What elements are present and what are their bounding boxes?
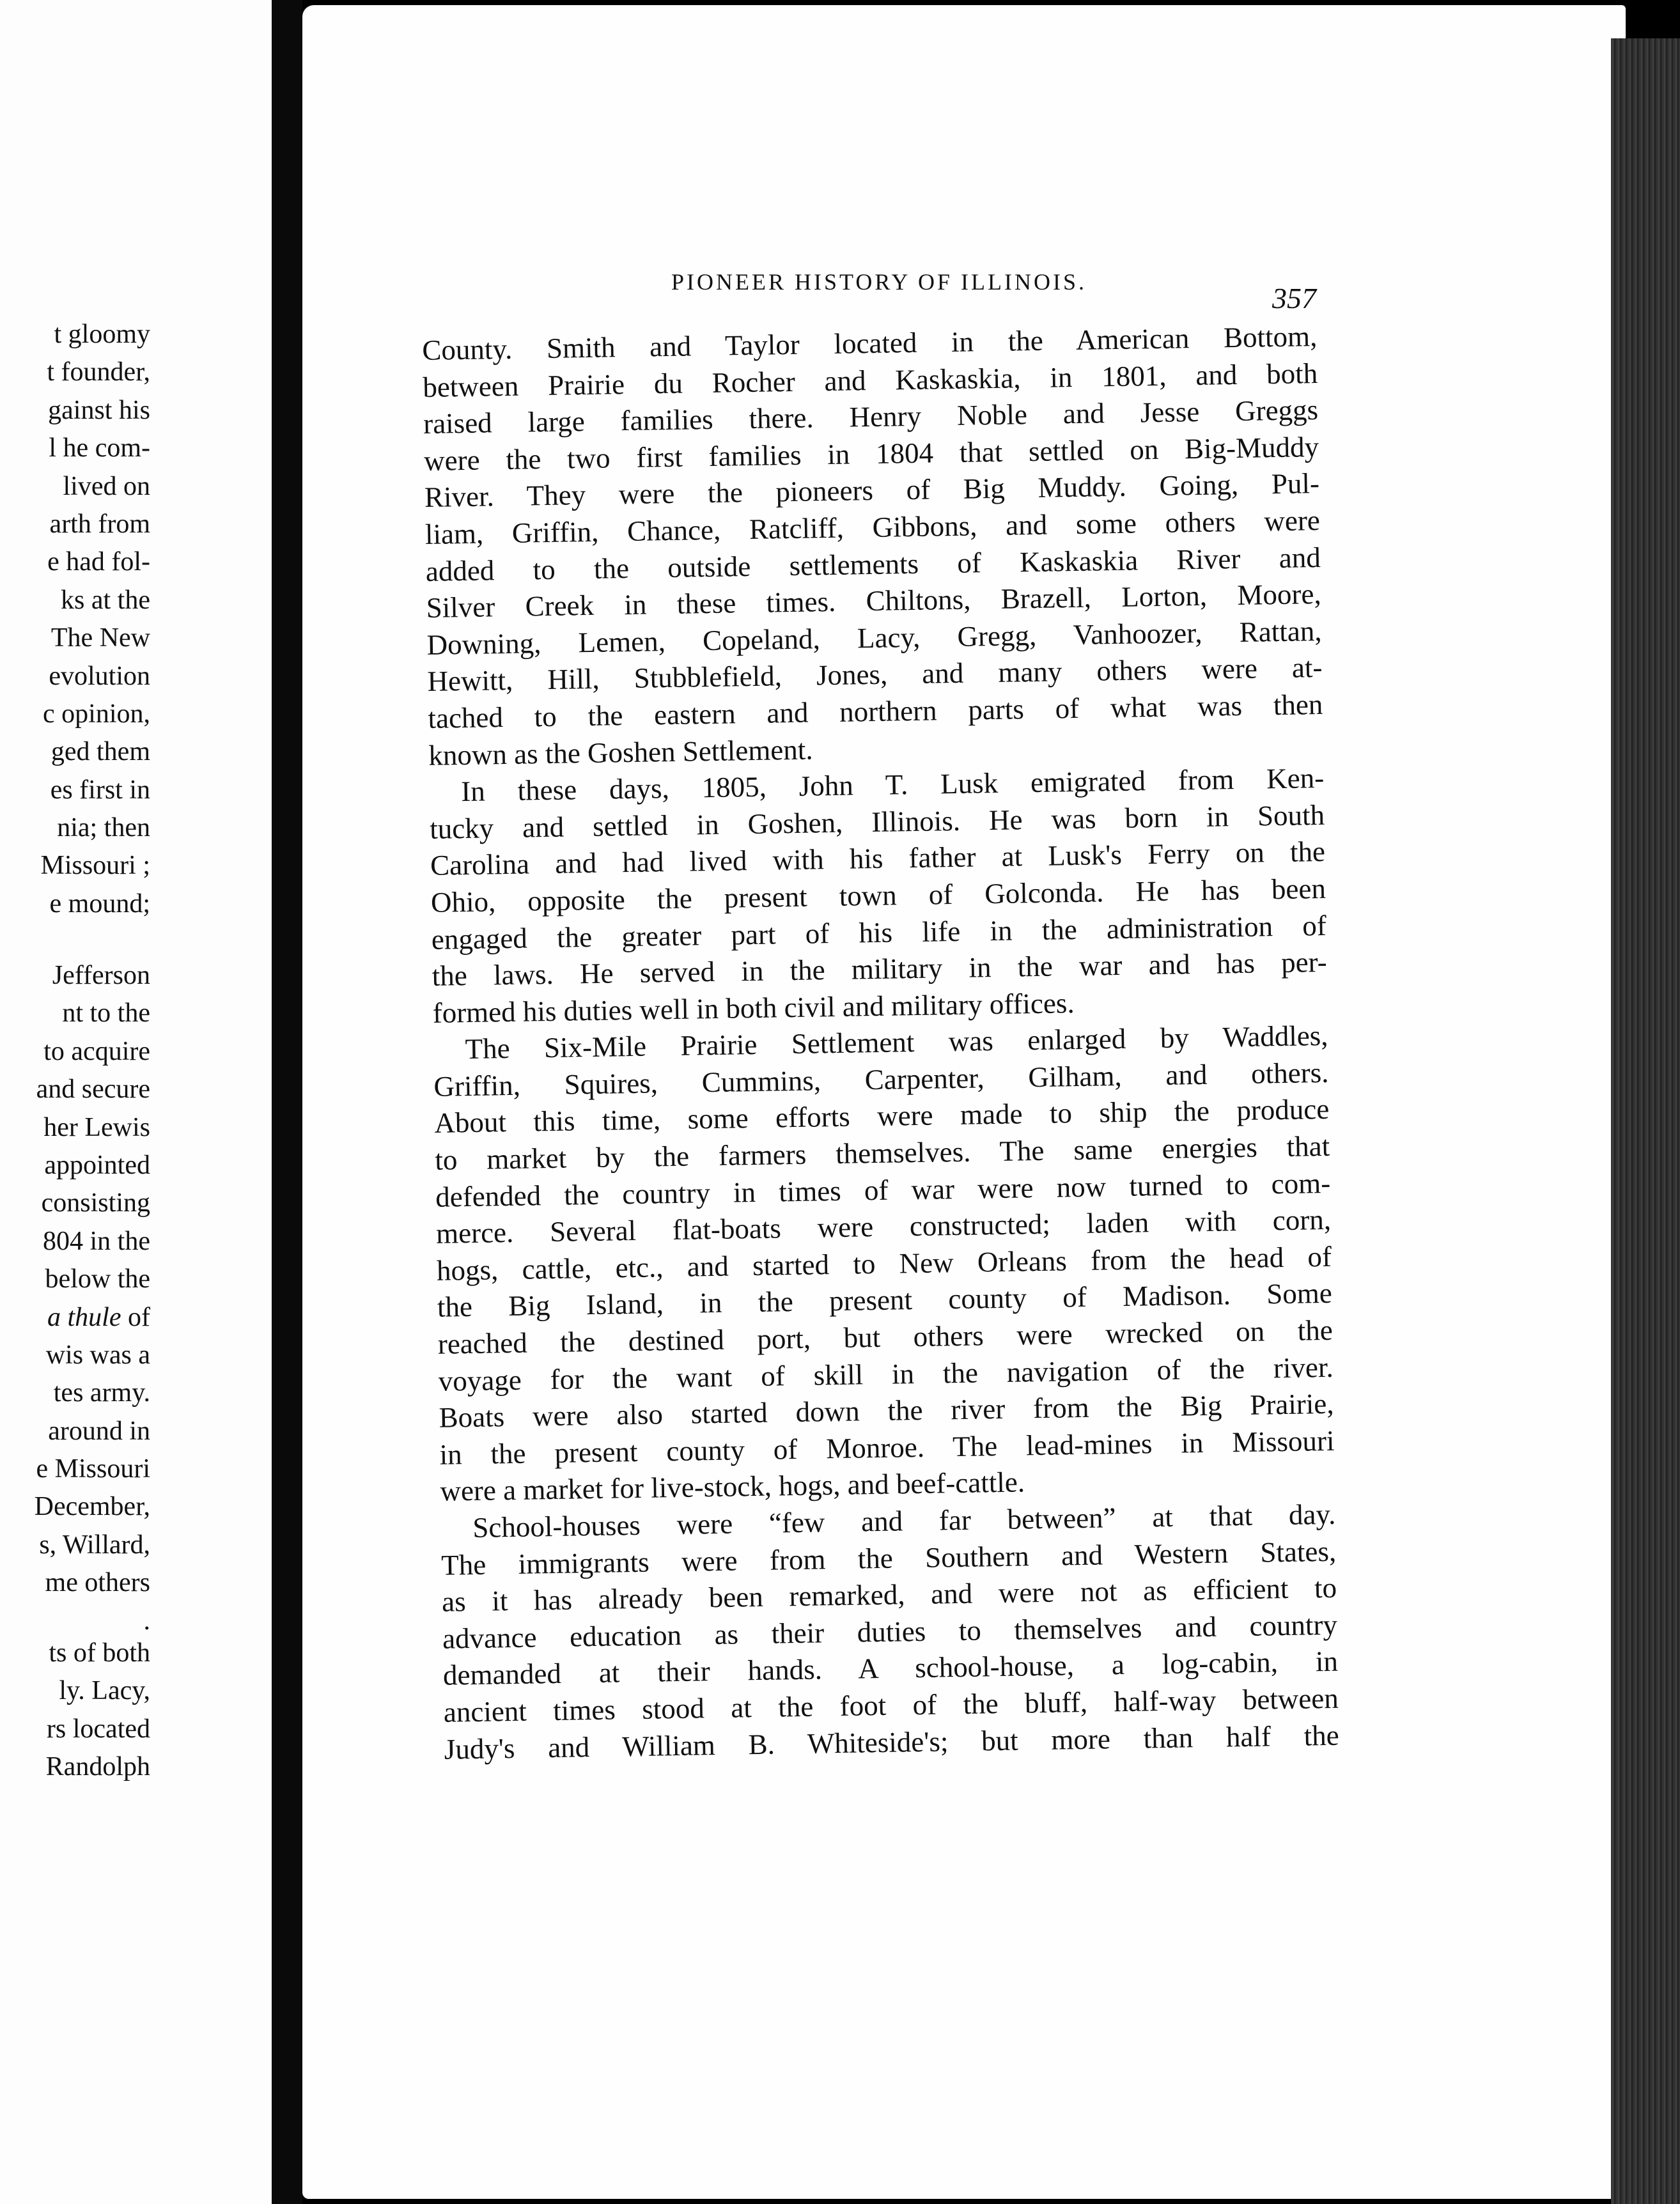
previous-page-line: tes army. xyxy=(53,1378,150,1408)
previous-page-line: ged them xyxy=(51,737,150,767)
previous-page-line: e mound; xyxy=(49,889,150,919)
text-line: engaged the greater part of his life in the administration of xyxy=(431,909,1327,956)
text-line: were a market for live-stock, hogs, and beef-cattle. xyxy=(440,1466,1025,1508)
text-line: the laws. He served in the military in the war and has per- xyxy=(432,945,1328,992)
text-line: in the present county of Monroe. The lead-mines in Missouri xyxy=(439,1424,1335,1471)
text-line: formed his duties well in both civil and military offices. xyxy=(432,986,1075,1029)
text-line: voyage for the want of skill in the navigation of the river. xyxy=(438,1351,1334,1397)
previous-page-line: t gloomy xyxy=(54,320,150,349)
previous-page-line: Jefferson xyxy=(52,961,150,990)
text-line: raised large families there. Henry Noble and Jesse Greggs xyxy=(423,394,1319,440)
previous-page-line: c opinion, xyxy=(43,699,150,729)
text-line: added to the outside settlements of Kaskaskia River and xyxy=(425,541,1321,587)
text-line: Hewitt, Hill, Stubblefield, Jones, and many others were at- xyxy=(427,651,1323,698)
previous-page-line: ks at the xyxy=(61,585,150,615)
text-line: as it has already been remarked, and were not as efficient to xyxy=(441,1571,1337,1618)
text-line: School-houses were “few and far between” at that day. xyxy=(472,1498,1336,1544)
text-line: tucky and settled in Goshen, Illinois. He was born in South xyxy=(429,798,1325,845)
previous-page-block-c xyxy=(46,1634,150,1787)
previous-page-line: ts of both xyxy=(49,1638,150,1668)
text-line: ancient times stood at the foot of the bluff, half-way between xyxy=(443,1682,1339,1728)
text-line: In these days, 1805, John T. Lusk emigrated from Ken- xyxy=(460,762,1325,808)
previous-page-line: consisting xyxy=(41,1188,150,1218)
previous-page-line: appointed xyxy=(44,1150,150,1180)
text-line: hogs, cattle, etc., and started to New Orleans from the head of xyxy=(436,1240,1332,1287)
previous-page-line: a thule of xyxy=(47,1302,150,1332)
previous-page-line: s, Willard, xyxy=(39,1530,150,1560)
page-number: 357 xyxy=(1272,282,1316,314)
text-line: About this time, some efforts were made to ship the produce xyxy=(434,1093,1330,1140)
previous-page-line: December, xyxy=(34,1492,150,1522)
text-line: liam, Griffin, Chance, Ratcliff, Gibbons, and some others were xyxy=(424,504,1321,550)
text-line: Boats were also started down the river from the Big Prairie, xyxy=(439,1388,1334,1434)
previous-page-line: evolution xyxy=(49,661,150,691)
running-head: PIONEER HISTORY OF ILLINOIS. xyxy=(671,269,1087,295)
previous-page-line: me others xyxy=(45,1568,150,1598)
previous-page-line: es first in xyxy=(50,775,150,805)
text-line: were the two first families in 1804 that settled on Big-Muddy xyxy=(423,430,1319,477)
previous-page-line: . xyxy=(143,1606,150,1636)
previous-page-line: and secure xyxy=(36,1075,150,1105)
previous-page-block-a xyxy=(40,316,150,923)
text-line: merce. Several flat-boats were constructed; laden with corn, xyxy=(435,1204,1332,1250)
previous-page-line: ly. Lacy, xyxy=(59,1676,150,1706)
text-line: demanded at their hands. A school-house, a log-cabin, in xyxy=(442,1645,1339,1692)
previous-page-fragment xyxy=(0,0,272,2204)
text-line: Downing, Lemen, Copeland, Lacy, Gregg, Vanhoozer, Rattan, xyxy=(426,614,1322,661)
previous-page-line: Missouri ; xyxy=(40,851,150,881)
previous-page-line: around in xyxy=(48,1416,150,1446)
previous-page-line: e Missouri xyxy=(36,1454,150,1484)
previous-page-line: 804 in the xyxy=(43,1226,150,1256)
previous-page-block-b xyxy=(35,957,150,1640)
text-line: Silver Creek in these times. Chiltons, Brazell, Lorton, Moore, xyxy=(426,578,1321,625)
text-line: defended the country in times of war were now turned to com- xyxy=(435,1167,1331,1213)
previous-page-line: to acquire xyxy=(43,1036,150,1066)
text-line: known as the Goshen Settlement. xyxy=(428,733,813,772)
text-line: River. They were the pioneers of Big Muddy. Going, Pul- xyxy=(424,467,1320,514)
text-line: reached the destined port, but others were wrecked on the xyxy=(437,1314,1334,1360)
previous-page-line: The New xyxy=(51,623,150,653)
previous-page-line: rs located xyxy=(46,1714,150,1744)
previous-page-line: nt to the xyxy=(62,998,150,1028)
text-line: Judy's and William B. Whiteside's; but more than half the xyxy=(444,1719,1340,1766)
body-text xyxy=(422,318,1339,1768)
text-line: Griffin, Squires, Cummins, Carpenter, Gilham, and others. xyxy=(433,1056,1329,1103)
page-edges xyxy=(1611,38,1680,2204)
text-line: between Prairie du Rocher and Kaskaskia, in 1801, and both xyxy=(422,357,1318,403)
text-line: The Six-Mile Prairie Settlement was enlarged by Waddles, xyxy=(465,1020,1328,1066)
text-line: tached to the eastern and northern parts of what was then xyxy=(428,688,1323,734)
text-line: advance education as their duties to themselves and country xyxy=(442,1608,1338,1655)
previous-page-line: t founder, xyxy=(47,357,150,387)
previous-page-line: arth from xyxy=(49,509,150,539)
previous-page-line: gainst his xyxy=(48,395,150,425)
text-line: County. Smith and Taylor located in the American Bottom, xyxy=(422,320,1318,366)
previous-page-line: wis was a xyxy=(45,1340,150,1370)
text-line: Ohio, opposite the present town of Golconda. He has been xyxy=(430,872,1326,919)
previous-page-clip xyxy=(0,0,272,2204)
previous-page-text xyxy=(0,0,272,2204)
previous-page-line: Randolph xyxy=(45,1752,150,1782)
text-line: The immigrants were from the Southern and Western States, xyxy=(440,1535,1337,1581)
text-line: to market by the farmers themselves. The same energies that xyxy=(434,1129,1330,1176)
text-line: the Big Island, in the present county of Madison. Some xyxy=(437,1277,1333,1324)
previous-page-line: l he com- xyxy=(49,433,150,463)
previous-page-line: nia; then xyxy=(57,813,150,843)
previous-page-line: e had fol- xyxy=(47,547,150,577)
previous-page-line: below the xyxy=(45,1264,150,1294)
previous-page-line: lived on xyxy=(63,471,150,501)
book-gutter xyxy=(272,0,302,2204)
previous-page-line: her Lewis xyxy=(43,1112,150,1142)
text-line: Carolina and had lived with his father at Lusk's Ferry on the xyxy=(430,835,1326,882)
